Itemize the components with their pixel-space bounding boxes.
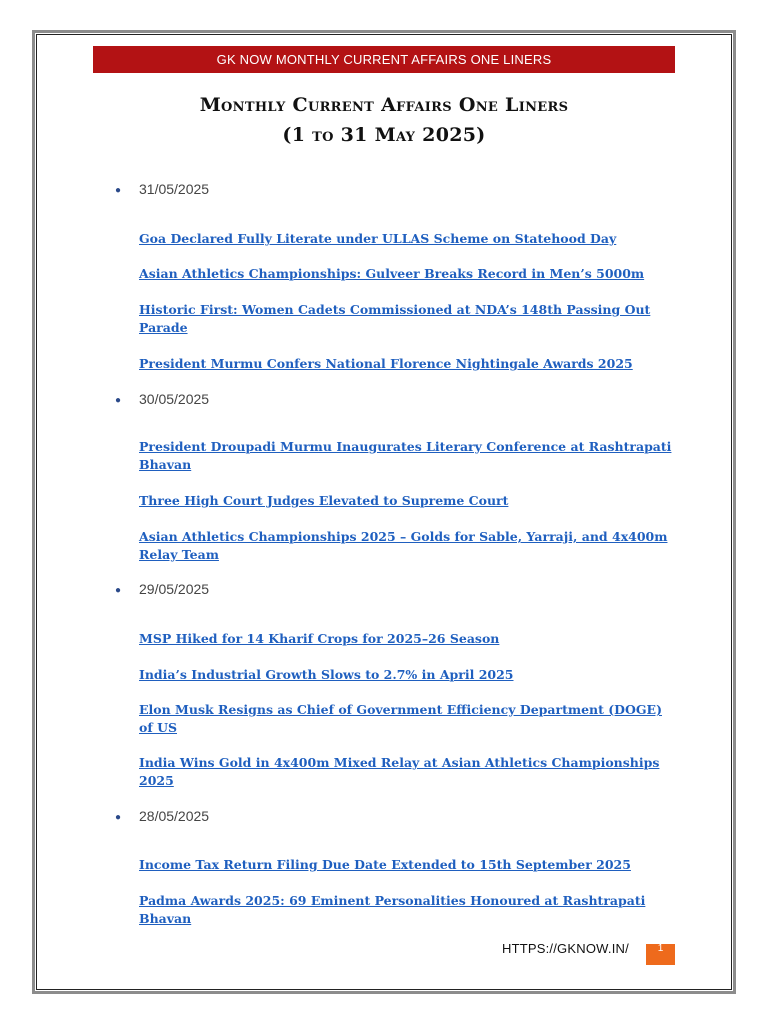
news-link[interactable]: Asian Athletics Championships 2025 – Golds for Sable, Yarraji, and 4x400m Relay Team <box>139 529 668 562</box>
bullet-icon: ● <box>115 394 122 406</box>
bullet-icon: ● <box>115 184 122 196</box>
news-link[interactable]: Elon Musk Resigns as Chief of Government Efficiency Department (DOGE) of US <box>139 702 662 735</box>
news-link[interactable]: Income Tax Return Filing Due Date Extended to 15th September 2025 <box>139 857 631 872</box>
news-link[interactable]: Goa Declared Fully Literate under ULLAS Scheme on Statehood Day <box>139 231 617 246</box>
news-link[interactable]: Historic First: Women Cadets Commissioned at NDA’s 148th Passing Out Parade <box>139 302 651 335</box>
news-link[interactable]: Three High Court Judges Elevated to Supreme Court <box>139 493 509 508</box>
page-subtitle-date-range: (1 to 31 May 2025) <box>282 124 486 146</box>
date-heading: ● 29/05/2025 <box>115 581 210 597</box>
page-border-inner <box>36 34 732 990</box>
news-link[interactable]: Padma Awards 2025: 69 Eminent Personalities Honoured at Rashtrapati Bhavan <box>139 893 646 926</box>
bullet-icon: ● <box>115 811 122 823</box>
news-link[interactable]: Asian Athletics Championships: Gulveer Breaks Record in Men’s 5000m <box>139 266 645 281</box>
date-heading: ● 30/05/2025 <box>115 391 210 407</box>
date-heading: ● 31/05/2025 <box>115 181 210 197</box>
news-link[interactable]: MSP Hiked for 14 Kharif Crops for 2025–26 Season <box>139 631 500 646</box>
news-link[interactable]: India Wins Gold in 4x400m Mixed Relay at Asian Athletics Championships 2025 <box>139 755 660 788</box>
header-banner: GK NOW MONTHLY CURRENT AFFAIRS ONE LINERS <box>93 46 675 73</box>
news-link[interactable]: India’s Industrial Growth Slows to 2.7% in April 2025 <box>139 667 514 682</box>
news-link[interactable]: President Droupadi Murmu Inaugurates Literary Conference at Rashtrapati Bhavan <box>139 439 672 472</box>
news-link[interactable]: President Murmu Confers National Florence Nightingale Awards 2025 <box>139 356 633 371</box>
page-number-badge: 1 <box>646 944 675 965</box>
date-heading: ● 28/05/2025 <box>115 808 210 824</box>
page-title: Monthly Current Affairs One Liners <box>199 94 569 116</box>
footer-website-url: HTTPS://GKNOW.IN/ <box>502 941 629 956</box>
bullet-icon: ● <box>115 584 122 596</box>
